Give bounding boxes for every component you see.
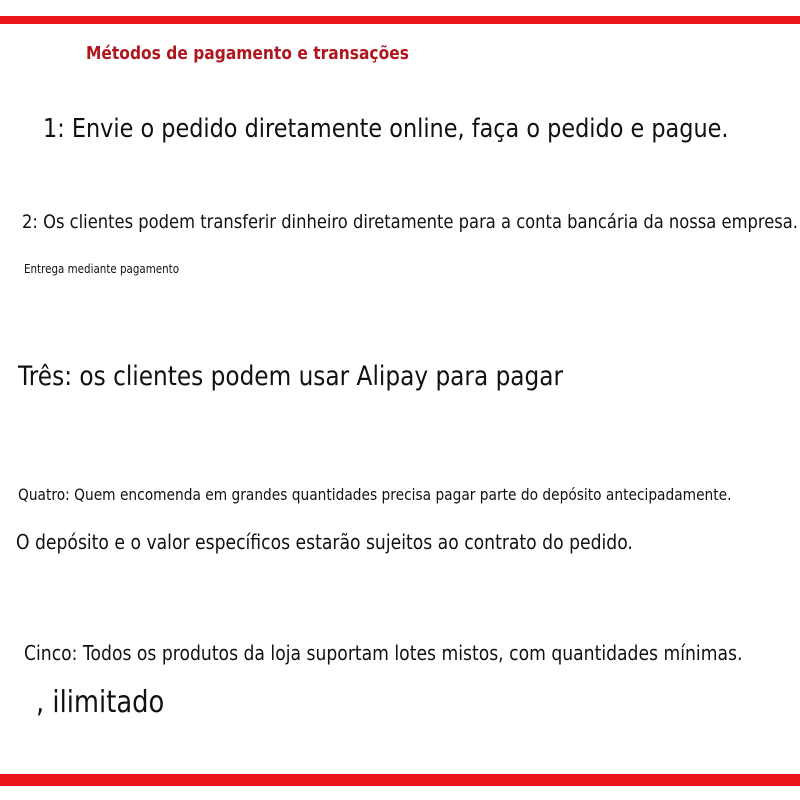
- page-title: Métodos de pagamento e transações: [86, 43, 409, 64]
- payment-method-1: 1: Envie o pedido diretamente online, faça o pedido e pague.: [43, 114, 729, 144]
- payment-method-4-continued: O depósito e o valor específicos estarão sujeitos ao contrato do pedido.: [16, 530, 633, 554]
- bottom-accent-bar: [0, 774, 800, 786]
- payment-method-2-note: Entrega mediante pagamento: [24, 262, 180, 276]
- payment-method-2: 2: Os clientes podem transferir dinheiro diretamente para a conta bancária da nossa empresa.: [22, 211, 799, 233]
- payment-method-5-continued: , ilimitado: [36, 685, 165, 720]
- payment-method-3: Três: os clientes podem usar Alipay para pagar: [18, 361, 564, 392]
- payment-method-5: Cinco: Todos os produtos da loja suportam lotes mistos, com quantidades mínimas.: [24, 641, 743, 665]
- top-accent-bar: [0, 16, 800, 24]
- payment-method-4: Quatro: Quem encomenda em grandes quantidades precisa pagar parte do depósito antecipadamente.: [18, 485, 732, 504]
